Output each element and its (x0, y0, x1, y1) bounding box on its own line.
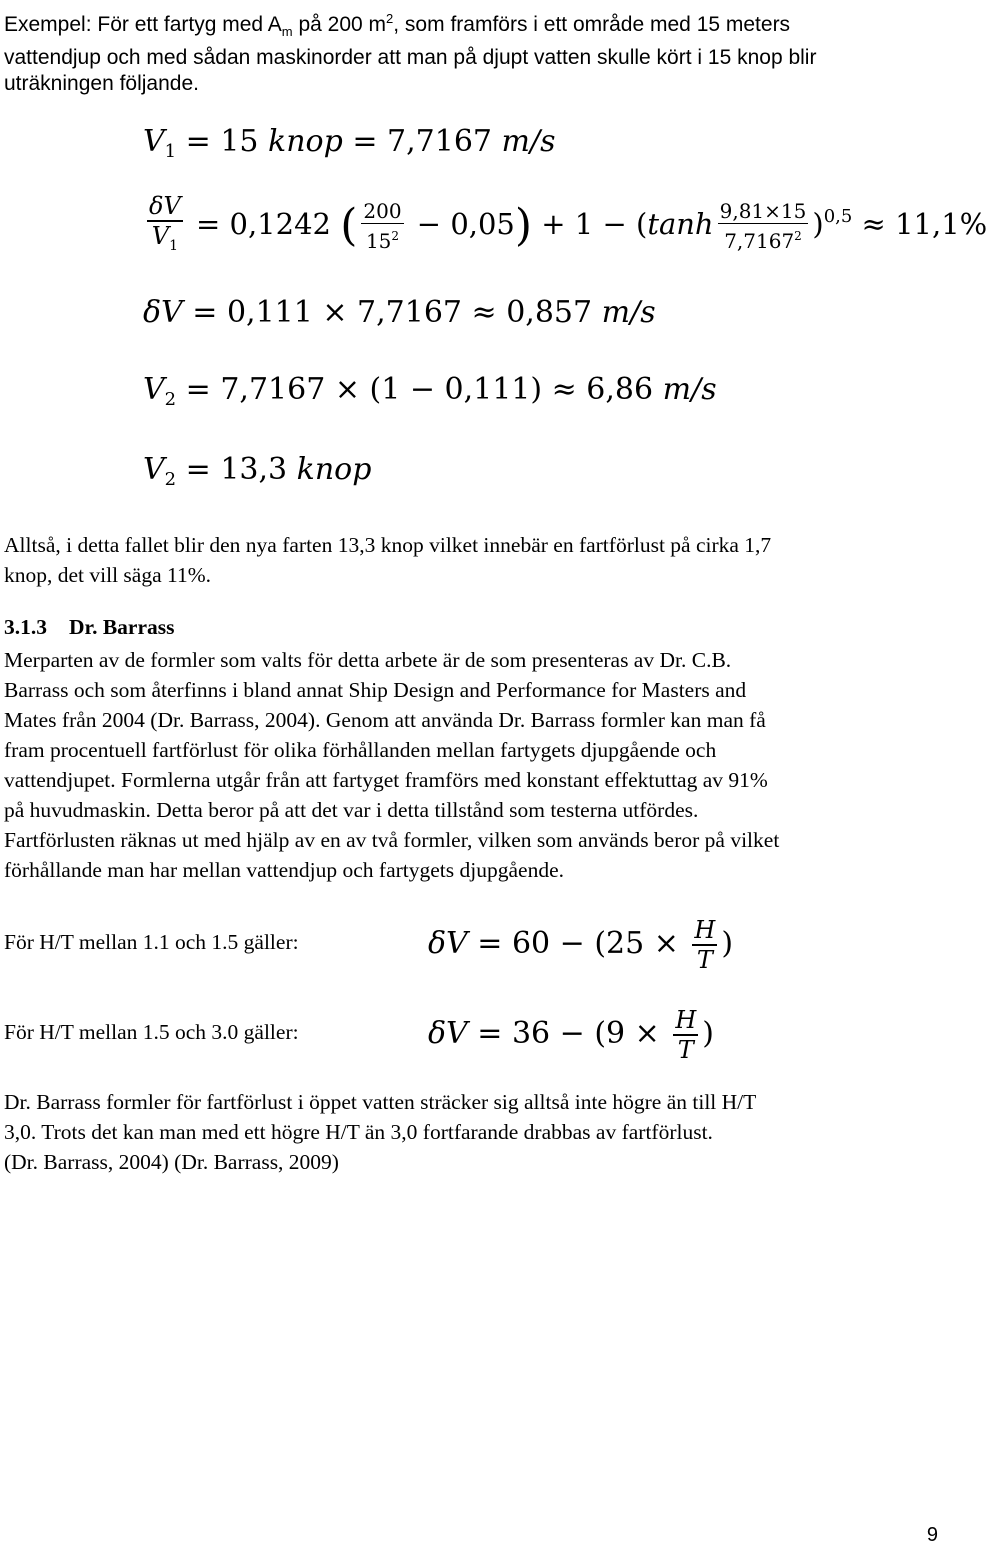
fraction-numerator: H (694, 916, 716, 944)
eq-unit: m/s (501, 124, 556, 159)
intro-line-2: vattendjup och med sådan maskinorder att man på djupt vatten skulle kört i 15 knop blir (4, 46, 817, 70)
eq-paren: ( (340, 199, 358, 251)
eq-var: V (143, 124, 165, 159)
eq-superscript: 0,5 (823, 205, 853, 227)
eq-text: = 0,1242 (186, 206, 341, 241)
text-line: Barrass och som återfinns i bland annat Ship Design and Performance for Masters and (4, 678, 747, 702)
text-line: fram procentuell fartförlust för olika förhållanden mellan fartygets djupgående och (4, 738, 717, 762)
section-title: Dr. Barrass (69, 615, 175, 639)
text-line: vattendjupet. Formlerna utgår från att fartyget framförs med konstant effektuttag av 91% (4, 768, 768, 792)
equation-v1 (143, 122, 555, 172)
intro-text: , som framförs i ett område med 15 meters (393, 13, 791, 36)
eq-var: δV (143, 295, 183, 330)
eq-var: δV (428, 925, 468, 961)
eq-superscript: 2 (391, 229, 400, 243)
fraction-denominator (364, 224, 401, 253)
fraction-h-t (673, 1006, 698, 1064)
eq-var: V (143, 372, 165, 407)
eq-var: V (143, 452, 165, 487)
eq-text: = 13,3 (176, 452, 297, 487)
fraction-numerator: 200 (363, 198, 402, 223)
text-line: Merparten av de formler som valts för detta arbete är de som presenteras av Dr. C.B. (4, 648, 732, 672)
eq-subscript: 1 (169, 237, 179, 254)
section-heading (4, 615, 175, 640)
equation-dv-ratio (143, 192, 987, 260)
eq-unit: m/s (662, 372, 717, 407)
eq-text: 15 (365, 229, 392, 253)
eq-var: V (151, 221, 170, 250)
text-line: Fartförlusten räknas ut med hjälp av en av två formler, vilken som används beror på vilket (4, 828, 780, 852)
eq-text: + 1 − ( (532, 206, 648, 241)
formula-2-label: För H/T mellan 1.5 och 3.0 gäller: (4, 1020, 299, 1044)
eq-superscript: 2 (794, 229, 802, 243)
fraction-denominator (150, 222, 180, 260)
intro-superscript: 2 (386, 11, 394, 26)
eq-text: ) (721, 925, 734, 961)
section-number: 3.1.3 (4, 615, 47, 639)
eq-unit: m/s (601, 295, 656, 330)
eq-subscript: 2 (164, 469, 177, 490)
text-line: Alltså, i detta fallet blir den nya farten 13,3 knop vilket innebär en fartförlust på cirka 1,7 (4, 533, 772, 557)
eq-subscript: 1 (164, 141, 177, 162)
text-line: (Dr. Barrass, 2004) (Dr. Barrass, 2009) (4, 1150, 339, 1174)
fraction-numerator: δV (149, 192, 181, 220)
equation-v2-knop (143, 450, 371, 500)
fraction-numerator: H (675, 1006, 697, 1034)
fraction-200-15sq (361, 199, 403, 254)
equation-v2 (143, 370, 717, 420)
eq-unit: knop (268, 124, 343, 159)
eq-text: = 60 − (25 × (467, 925, 689, 961)
formula-2 (428, 1006, 714, 1064)
fraction-denominator: T (677, 1035, 694, 1064)
eq-text: 7,7167 (724, 229, 795, 253)
closing-paragraph (4, 1087, 944, 1177)
eq-text: = 0,111 × 7,7167 ≈ 0,857 (182, 295, 602, 330)
text-line: Mates från 2004 (Dr. Barrass, 2004). Genom att använda Dr. Barrass formler kan man få (4, 708, 766, 732)
equation-dv (143, 293, 656, 333)
intro-text: på 200 m (292, 13, 387, 36)
fraction-dv-v1 (147, 192, 183, 260)
eq-text: = 7,7167 (342, 124, 502, 159)
eq-text: ≈ 11,1% (852, 206, 987, 241)
eq-text: = 36 − (9 × (467, 1015, 670, 1051)
fraction-981x15 (718, 199, 809, 254)
text-line: 3,0. Trots det kan man med ett högre H/T än 3,0 fortfarande drabbas av fartförlust. (4, 1120, 713, 1144)
fraction-denominator (722, 224, 804, 253)
fraction-numerator: 9,81×15 (719, 198, 807, 223)
eq-text: = 15 (176, 124, 269, 159)
eq-var: δV (428, 1015, 468, 1051)
text-line: förhållande man har mellan vattendjup och fartygets djupgående. (4, 858, 564, 882)
text-line: knop, det vill säga 11%. (4, 563, 212, 587)
eq-subscript: 2 (164, 389, 177, 410)
barrass-paragraph (4, 645, 944, 885)
formula-1-label: För H/T mellan 1.1 och 1.5 gäller: (4, 930, 299, 954)
fraction-h-t (692, 916, 717, 974)
conclusion-paragraph (4, 530, 944, 590)
eq-text: ) (812, 206, 824, 241)
intro-text: Exempel: För ett fartyg med A (4, 13, 282, 36)
eq-text: ) (702, 1015, 714, 1051)
eq-text: − 0,05 (407, 206, 515, 241)
text-line: Dr. Barrass formler för fartförlust i öppet vatten sträcker sig alltså inte högre än till H/T (4, 1090, 757, 1114)
eq-paren: ) (514, 199, 533, 251)
fraction-denominator: T (696, 945, 713, 974)
eq-func: tanh (647, 206, 714, 241)
intro-subscript: m (281, 24, 293, 40)
intro-line-1 (4, 6, 944, 45)
text-line: på huvudmaskin. Detta beror på att det var i detta tillstånd som testerna utfördes. (4, 798, 699, 822)
eq-unit: knop (296, 452, 372, 487)
intro-line-3: uträkningen följande. (4, 72, 199, 96)
page-number: 9 (926, 1524, 938, 1546)
intro-paragraph (4, 6, 944, 97)
eq-text: = 7,7167 × (1 − 0,111) ≈ 6,86 (176, 372, 663, 407)
formula-1 (428, 916, 733, 974)
